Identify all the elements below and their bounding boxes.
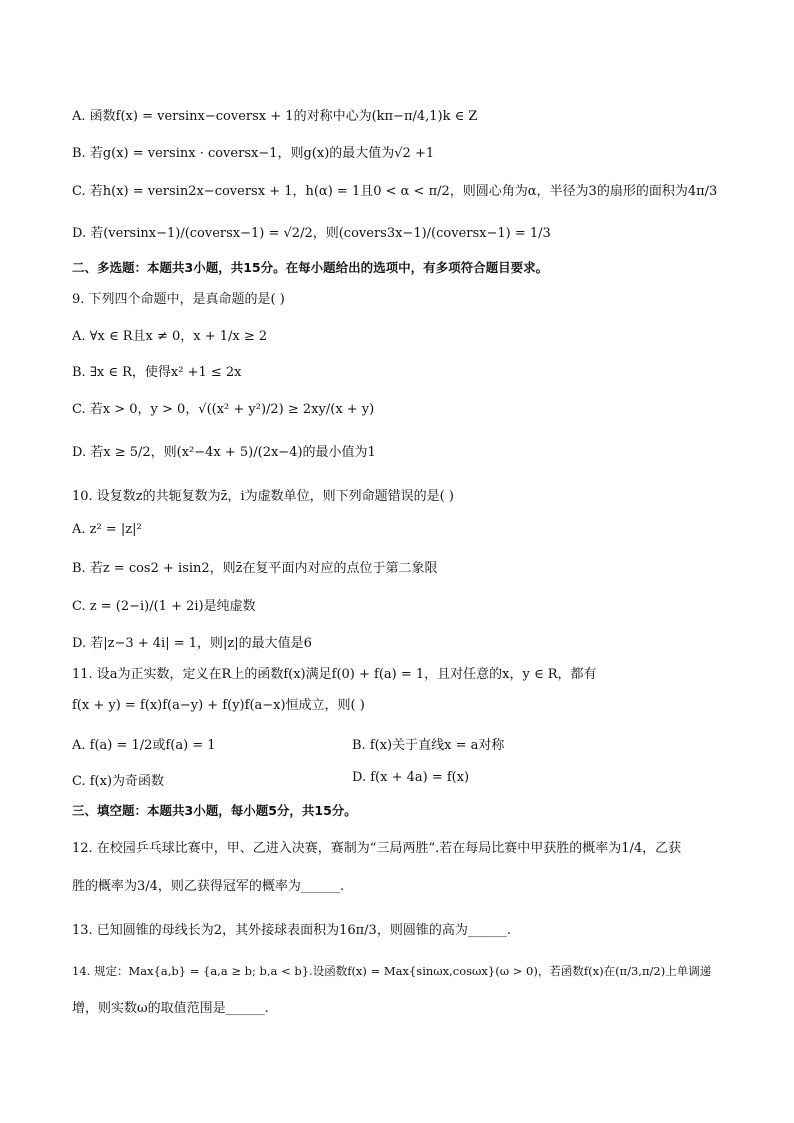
- q8-option-a: A. 函数f(x) = versinx−coversx + 1的对称中心为(kπ−π/4,1)k ∈ Z: [72, 109, 478, 124]
- q10-option-d: D. 若|z−3 + 4i| = 1，则|z|的最大值是6: [72, 636, 312, 651]
- q9-option-c: C. 若x > 0，y > 0，√((x² + y²)/2) ≥ 2xy/(x + y): [72, 402, 375, 417]
- q8-option-b: B. 若g(x) = versinx · coversx−1，则g(x)的最大值为√2 +1: [72, 146, 435, 161]
- section-multi-choice-heading: 二、多选题：本题共3小题，共15分。在每小题给出的选项中，有多项符合题目要求。: [72, 260, 549, 275]
- q8-option-c: C. 若h(x) = versin2x−coversx + 1，h(α) = 1且0 < α < π/2，则圆心角为α，半径为3的扇形的面积为4π/3: [72, 184, 718, 199]
- q12-line1: 12. 在校园乒乓球比赛中，甲、乙进入决赛，赛制为“三局两胜”.若在每局比赛中甲获胜的概率为1/4，乙获: [72, 841, 682, 856]
- q9-stem: 9. 下列四个命题中，是真命题的是( ): [72, 292, 285, 307]
- q14-line1: 14. 规定：Max{a,b} = {a,a ≥ b; b,a < b}.设函数f(x) = Max{sinωx,cosωx}(ω > 0)，若函数f(x)在(π/3,π/2)上单调递: [72, 964, 712, 978]
- q9-option-d: D. 若x ≥ 5/2，则(x²−4x + 5)/(2x−4)的最小值为1: [72, 445, 376, 460]
- section-fill-blank-heading: 三、填空题：本题共3小题，每小题5分，共15分。: [72, 803, 357, 818]
- q11-option-d: D. f(x + 4a) = f(x): [352, 770, 470, 785]
- q11-option-b: B. f(x)关于直线x = a对称: [352, 738, 505, 753]
- q10-stem: 10. 设复数z的共轭复数为z̄，i为虚数单位，则下列命题错误的是( ): [72, 489, 454, 504]
- q11-stem-line1: 11. 设a为正实数，定义在R上的函数f(x)满足f(0) + f(a) = 1，且对任意的x，y ∈ R，都有: [72, 667, 597, 682]
- q13: 13. 已知圆锥的母线长为2，其外接球表面积为16π/3，则圆锥的高为______.: [72, 923, 511, 938]
- q9-option-b: B. ∃x ∈ R，使得x² +1 ≤ 2x: [72, 365, 242, 380]
- q9-option-a: A. ∀x ∈ R且x ≠ 0，x + 1/x ≥ 2: [72, 329, 268, 344]
- q11-option-c: C. f(x)为奇函数: [72, 774, 165, 789]
- q10-option-a: A. z² = |z|²: [72, 522, 142, 537]
- q8-option-d: D. 若(versinx−1)/(coversx−1) = √2/2，则(covers3x−1)/(coversx−1) = 1/3: [72, 226, 551, 241]
- q11-option-a: A. f(a) = 1/2或f(a) = 1: [72, 738, 216, 753]
- q10-option-c: C. z = (2−i)/(1 + 2i)是纯虚数: [72, 599, 256, 614]
- q12-line2: 胜的概率为3/4，则乙获得冠军的概率为______.: [72, 879, 345, 894]
- q10-option-b: B. 若z = cos2 + isin2，则z̄在复平面内对应的点位于第二象限: [72, 561, 438, 576]
- q11-stem-line2: f(x + y) = f(x)f(a−y) + f(y)f(a−x)恒成立，则( ): [72, 698, 365, 713]
- q14-line2: 增，则实数ω的取值范围是______.: [72, 1001, 269, 1016]
